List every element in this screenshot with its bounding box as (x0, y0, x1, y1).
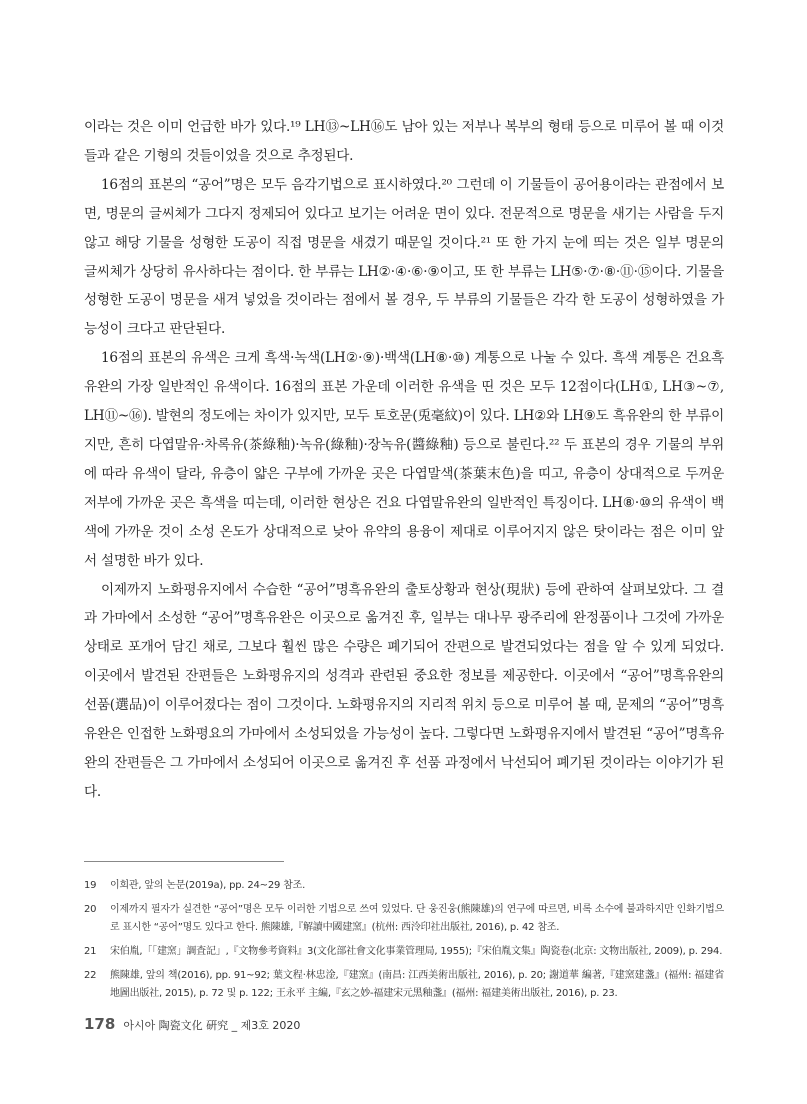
footnote-21 (84, 943, 724, 961)
journal-title: 아시아 陶瓷文化 硏究 _ 제3호 2020 (123, 1019, 301, 1032)
paragraph-2: 16점의 표본의 “공어”명은 모두 음각기법으로 표시하였다.²⁰ 그런데 이 기물들이 공어용이라는 관점에서 보면, 명문의 글씨체가 그다지 정제되어 있다고 보기는 어려운 면이 있다. 전문적으로 명문을 새기는 사람을 두지 않고 해당 기물을 성형한 도공이 직접 명문을 새겼기 때문일 것이다.²¹ 또 한 가지 눈에 띄는 것은 일부 명문의 글씨체가 상당히 유사하다는 점이다. 한 부류는 LH②·④·⑥·⑨이고, 또 한 부류는 LH⑤·⑦·⑧·⑪·⑮이다. 기물을 성형한 도공이 명문을 새겨 넣었을 것이라는 점에서 볼 경우, 두 부류의 기물들은 각각 한 도공이 성형하였을 가능성이 크다고 판단된다. (84, 176, 724, 338)
footnotes (84, 877, 724, 1009)
footnote-19 (84, 877, 724, 895)
page-footer (84, 1015, 300, 1033)
footnote-22 (84, 967, 724, 1003)
footnote-text: 熊陳雄, 앞의 책(2016), pp. 91~92; 葉文程·林忠淦,『建窯』(南昌: 江西美術出版社, 2016), p. 20; 謝道華 編著,『建窯建盞』(福州: 福建省地圖出版社, 2015), p. 72 및 p. 122; 王永平 主編,『玄之妙-福建宋元黑釉盞』(福州: 福建美術出版社, 2016), p. 23. (110, 970, 724, 999)
footnote-text: 이희관, 앞의 논문(2019a), pp. 24~29 참조. (110, 880, 306, 891)
paragraph-1: 이라는 것은 이미 언급한 바가 있다.¹⁹ LH⑬~LH⑯도 남아 있는 저부나 복부의 형태 등으로 미루어 볼 때 이것들과 같은 기형의 것들이었을 것으로 추정된다. (84, 119, 724, 164)
footnote-divider (84, 861, 284, 862)
paragraph-3: 16점의 표본의 유색은 크게 흑색·녹색(LH②·⑨)·백색(LH⑧·⑩) 계통으로 나눌 수 있다. 흑색 계통은 건요흑유완의 가장 일반적인 유색이다. 16점의 표본 가운데 이러한 유색을 띤 것은 모두 12점이다(LH①, LH③~⑦, LH⑪~⑯). 발현의 정도에는 차이가 있지만, 모두 토호문(兎毫紋)이 있다. LH②와 LH⑨도 흑유완의 한 부류이지만, 흔히 다엽말유·차록유(茶綠釉)·녹유(綠釉)·장녹유(醬綠釉) 등으로 불린다.²² 두 표본의 경우 기물의 부위에 따라 유색이 달라, 유층이 얇은 구부에 가까운 곳은 다엽말색(茶葉末色)을 띠고, 유층이 상대적으로 두꺼운 저부에 가까운 곳은 흑색을 띠는데, 이러한 현상은 건요 다엽말유완의 일반적인 특징이다. LH⑧·⑩의 유색이 백색에 가까운 것이 소성 온도가 상대적으로 낮아 유약의 용융이 제대로 이루어지지 않은 탓이라는 점은 이미 앞서 설명한 바가 있다. (84, 350, 724, 569)
footnote-text: 宋伯胤,「「建窯」調査記」,『文物參考資料』3(文化部社會文化事業管理局, 1955);『宋伯胤文集』陶瓷卷(北京: 文物出版社, 2009), p. 294. (110, 946, 723, 957)
footnote-text: 이제까지 필자가 실견한 “공어”명은 모두 이러한 기법으로 쓰여 있었다. 단 웅진웅(熊陳雄)의 연구에 따르면, 비록 소수에 불과하지만 인화기법으로 표시한 “공어”명도 있다고 한다. 熊陳雄,『解讀中國建窯』(杭州: 西泠印社出版社, 2016), p. 42 참조. (110, 904, 724, 933)
paragraph-4: 이제까지 노화평유지에서 수습한 “공어”명흑유완의 출토상황과 현상(現狀) 등에 관하여 살펴보았다. 그 결과 가마에서 소성한 “공어”명흑유완은 이곳으로 옮겨진 후, 일부는 대나무 광주리에 완정품이나 그것에 가까운 상태로 포개어 담긴 채로, 그보다 훨씬 많은 수량은 폐기되어 잔편으로 발견되었다는 점을 알 수 있게 되었다. 이곳에서 발견된 잔편들은 노화평유지의 성격과 관련된 중요한 정보를 제공한다. 이곳에서 “공어”명흑유완의 선품(選品)이 이루어졌다는 점이 그것이다. 노화평유지의 지리적 위치 등으로 미루어 볼 때, 문제의 “공어”명흑유완은 인접한 노화평요의 가마에서 소성되었을 가능성이 높다. 그렇다면 노화평유지에서 발견된 “공어”명흑유완의 잔편들은 그 가마에서 소성되어 이곳으로 옮겨진 후 선품 과정에서 낙선되어 폐기된 것이라는 이야기가 된다. (84, 581, 724, 800)
body-text (84, 113, 724, 807)
footnote-number: 21 (84, 946, 97, 957)
footnote-20 (84, 901, 724, 937)
footnote-number: 19 (84, 880, 97, 891)
footnote-number: 22 (84, 970, 97, 981)
footnote-number: 20 (84, 904, 97, 915)
page-number: 178 (84, 1015, 116, 1033)
